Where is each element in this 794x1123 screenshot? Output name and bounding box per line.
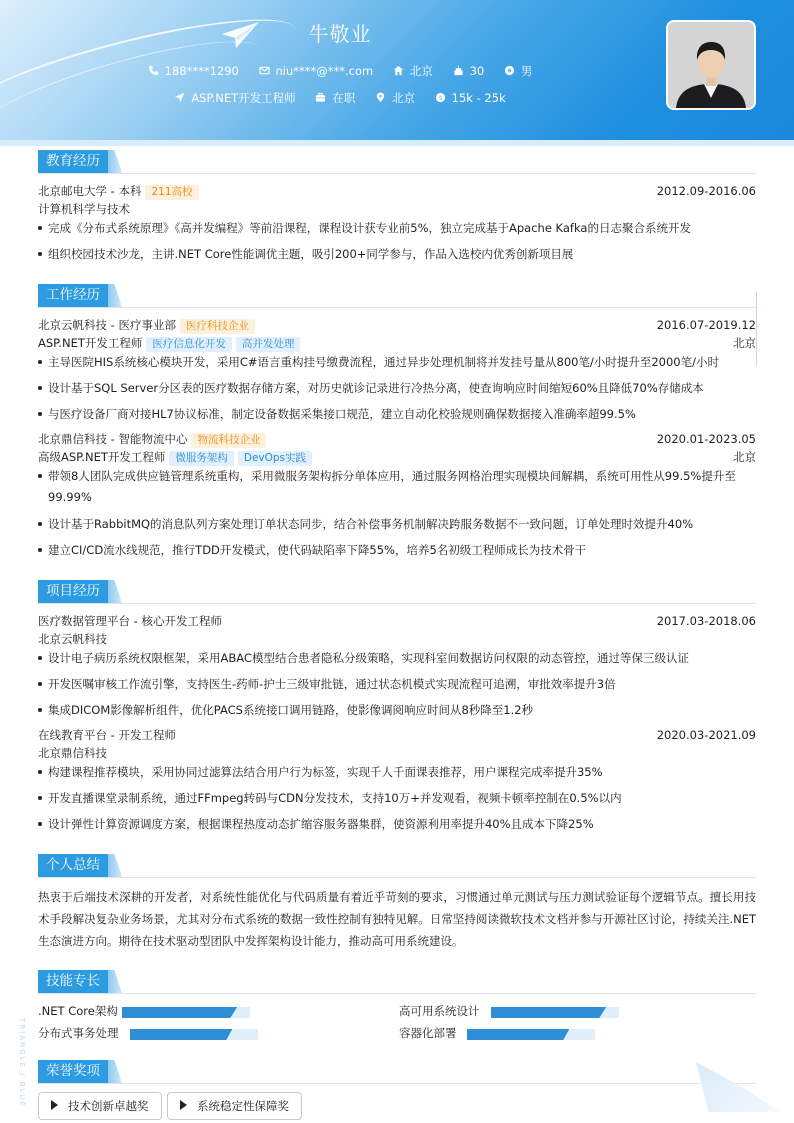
- job-role: 高级ASP.NET开发工程师: [38, 450, 166, 464]
- section-divider: [38, 877, 756, 878]
- section-divider: [38, 173, 756, 174]
- projects-section-header: [38, 580, 756, 606]
- education-period: 2012.09-2016.06: [656, 184, 756, 198]
- skill-tag: 医疗信息化开发: [146, 337, 232, 352]
- project-bullet: 设计弹性计算资源调度方案，根据课程热度动态扩缩容服务器集群，使资源利用率提升40%且成本下降25%: [38, 814, 756, 835]
- work-entry-header: [38, 317, 756, 333]
- skill-item: [399, 1025, 609, 1041]
- contact-row: [0, 63, 680, 79]
- project-bullet: 集成DICOM影像解析组件，优化PACS系统接口调用链路，使影像调阅响应时间从8秒降至1.2秒: [38, 700, 756, 721]
- home-icon: [393, 65, 404, 76]
- company-tag: 医疗科技企业: [180, 319, 255, 334]
- project-name: 在线教育平台 - 开发工程师: [38, 728, 176, 742]
- phone-icon: [148, 65, 159, 76]
- skill-name: 分布式事务处理: [38, 1026, 119, 1040]
- briefcase-icon: [315, 92, 326, 103]
- section-title: 技能专长: [38, 970, 108, 993]
- section-divider: [38, 1083, 756, 1084]
- skill-bar: [122, 1007, 250, 1018]
- residence-item: [393, 63, 433, 79]
- profile-photo: [666, 20, 756, 110]
- work-bullet: 主导医院HIS系统核心模块开发，采用C#语言重构挂号缴费流程，通过异步处理机制将并发挂号量从800笔/小时提升至2000笔/小时: [38, 352, 756, 373]
- section-title: 教育经历: [38, 150, 108, 173]
- project-period: 2017.03-2018.06: [656, 614, 756, 628]
- education-bullet: 组织校园技术沙龙，主讲.NET Core性能调优主题，吸引200+同学参与，作品入选校内优秀创新项目展: [38, 244, 756, 265]
- job-intent-row: [0, 90, 680, 106]
- project-company: 北京鼎信科技: [38, 746, 107, 760]
- project-bullet: 构建课程推荐模块，采用协同过滤算法结合用户行为标签，实现千人千面课表推荐，用户课程完成率提升35%: [38, 762, 756, 783]
- email-item: [259, 64, 374, 78]
- section-title: 项目经历: [38, 580, 108, 603]
- project-company: 北京云帆科技: [38, 632, 107, 646]
- education-entry-header: [38, 183, 756, 199]
- work-entry-header: [38, 431, 756, 447]
- skill-bar: [491, 1007, 619, 1018]
- skill-fill: [467, 1029, 569, 1040]
- skill-item: [38, 1025, 268, 1041]
- project-bullet: 开发直播课堂录制系统，通过FFmpeg转码与CDN分发技术，支持10万+并发观看，视频卡顿率控制在0.5%以内: [38, 788, 756, 809]
- section-divider: [38, 603, 756, 604]
- skill-tag: DevOps实践: [238, 451, 312, 466]
- section-divider: [38, 993, 756, 994]
- award-name: 技术创新卓越奖: [68, 1099, 149, 1113]
- project-name: 医疗数据管理平台 - 核心开发工程师: [38, 614, 222, 628]
- salary-text: 15k - 25k: [451, 91, 506, 105]
- section-title: 个人总结: [38, 854, 108, 877]
- salary-icon: [435, 92, 446, 103]
- skills-section-header: [38, 970, 756, 996]
- work-role-row: [38, 335, 756, 351]
- company-name: 北京云帆科技 - 医疗事业部: [38, 318, 176, 332]
- send-icon: [174, 92, 185, 103]
- project-bullet: 开发医嘱审核工作流引擎，支持医生-药师-护士三级审批链，通过状态机模式实现流程可追溯，审批效率提升3倍: [38, 674, 756, 695]
- play-arrow-icon: [51, 1100, 58, 1110]
- award-name: 系统稳定性保障奖: [197, 1099, 289, 1113]
- work-section-header: [38, 284, 756, 310]
- project-entry-header: [38, 613, 756, 629]
- phone-text: 188****1290: [164, 64, 239, 78]
- school-name: 北京邮电大学 - 本科: [38, 184, 142, 198]
- status-item: [315, 90, 355, 106]
- major-name: 计算机科学与技术: [38, 202, 130, 216]
- education-bullet: 完成《分布式系统原理》《高并发编程》等前沿课程，课程设计获专业前5%，独立完成基于Apache Kafka的日志聚合系统开发: [38, 218, 756, 239]
- position-item: [174, 90, 295, 106]
- template-watermark: TRIANGLE / BLUE: [18, 1018, 26, 1108]
- section-divider: [38, 307, 756, 308]
- work-bullet: 建立CI/CD流水线规范，推行TDD开发模式，使代码缺陷率下降55%，培养5名初级工程师成长为技术骨干: [38, 540, 756, 561]
- skill-bar: [467, 1029, 595, 1040]
- skill-name: 容器化部署: [399, 1026, 457, 1040]
- work-bullet: 带领8人团队完成供应链管理系统重构，采用微服务架构拆分单体应用，通过服务网格治理实现模块间解耦，系统可用性从99.5%提升至99.99%: [38, 466, 756, 508]
- header-banner: [0, 0, 794, 140]
- city-item: [375, 90, 415, 106]
- summary-section-header: [38, 854, 756, 880]
- work-period: 2016.07-2019.12: [656, 318, 756, 332]
- company-name: 北京鼎信科技 - 智能物流中心: [38, 432, 188, 446]
- gender-icon: [504, 65, 515, 76]
- work-bullet: 设计基于SQL Server分区表的医疗数据存储方案，对历史就诊记录进行冷热分离，使查询响应时间缩短60%且降低70%存储成本: [38, 378, 756, 399]
- project-period: 2020.03-2021.09: [656, 728, 756, 742]
- header-underline: [0, 140, 794, 146]
- skill-fill: [130, 1029, 232, 1040]
- project-entry-header: [38, 727, 756, 743]
- job-role: ASP.NET开发工程师: [38, 336, 143, 350]
- play-arrow-icon: [180, 1100, 187, 1110]
- margin-marker: [756, 292, 757, 366]
- section-title: 荣誉奖项: [38, 1060, 108, 1083]
- status-text: 在职: [332, 91, 356, 105]
- avatar-portrait: [668, 22, 754, 108]
- summary-text: 热衷于后端技术深耕的开发者，对系统性能优化与代码质量有着近乎苛刻的要求，习惯通过单元测试与压力测试验证每个逻辑节点。擅长用技术手段解决复杂业务场景，尤其对分布式系统的数据一致性控制有独特见解。日常坚持阅读微软技术文档并参与开源社区讨论，持续关注.NET生态演进方向。期待在技术驱动型团队中发挥架构设计能力，推动高可用系统建设。: [38, 890, 756, 948]
- gender-item: [504, 63, 533, 79]
- work-bullet: 设计基于RabbitMQ的消息队列方案处理订单状态同步，结合补偿事务机制解决跨服务数据不一致问题，订单处理时效提升40%: [38, 514, 756, 535]
- work-period: 2020.01-2023.05: [656, 432, 756, 446]
- school-tag: 211高校: [145, 185, 198, 200]
- award-badge: [38, 1092, 162, 1120]
- skill-name: 高可用系统设计: [399, 1004, 480, 1018]
- company-tag: 物流科技企业: [191, 433, 266, 448]
- city-text: 北京: [391, 91, 415, 105]
- skill-bar: [130, 1029, 258, 1040]
- awards-section-header: [38, 1060, 756, 1086]
- skill-tag: 高并发处理: [236, 337, 301, 352]
- svg-text:$: $: [438, 93, 443, 102]
- location-icon: [375, 92, 386, 103]
- work-city: 北京: [733, 450, 756, 464]
- skill-item: [38, 1003, 258, 1019]
- age-item: [453, 64, 485, 78]
- skill-item: [399, 1003, 629, 1019]
- age-text: 30: [469, 64, 485, 78]
- mail-icon: [259, 65, 270, 76]
- phone-item: [148, 64, 239, 78]
- skill-fill: [491, 1007, 606, 1018]
- work-role-row: [38, 449, 756, 465]
- work-city: 北京: [733, 336, 756, 350]
- skill-name: .NET Core架构: [38, 1004, 118, 1018]
- section-title: 工作经历: [38, 284, 108, 307]
- position-text: ASP.NET开发工程师: [191, 91, 296, 105]
- education-section-header: [38, 150, 756, 176]
- cake-icon: [453, 65, 464, 76]
- salary-item: [435, 91, 506, 105]
- skill-fill: [122, 1007, 237, 1018]
- gender-text: 男: [520, 64, 533, 78]
- work-bullet: 与医疗设备厂商对接HL7协议标准，制定设备数据采集接口规范，建立自动化校验规则确保数据接入准确率超99.5%: [38, 404, 756, 425]
- project-bullet: 设计电子病历系统权限框架，采用ABAC模型结合患者隐私分级策略，实现科室间数据访问权限的动态管控，通过等保三级认证: [38, 648, 756, 669]
- award-badge: [167, 1092, 302, 1120]
- skill-tag: 微服务架构: [169, 451, 234, 466]
- candidate-name: 牛敬业: [308, 22, 372, 46]
- residence-text: 北京: [409, 64, 433, 78]
- email-text: niu****@***.com: [275, 64, 374, 78]
